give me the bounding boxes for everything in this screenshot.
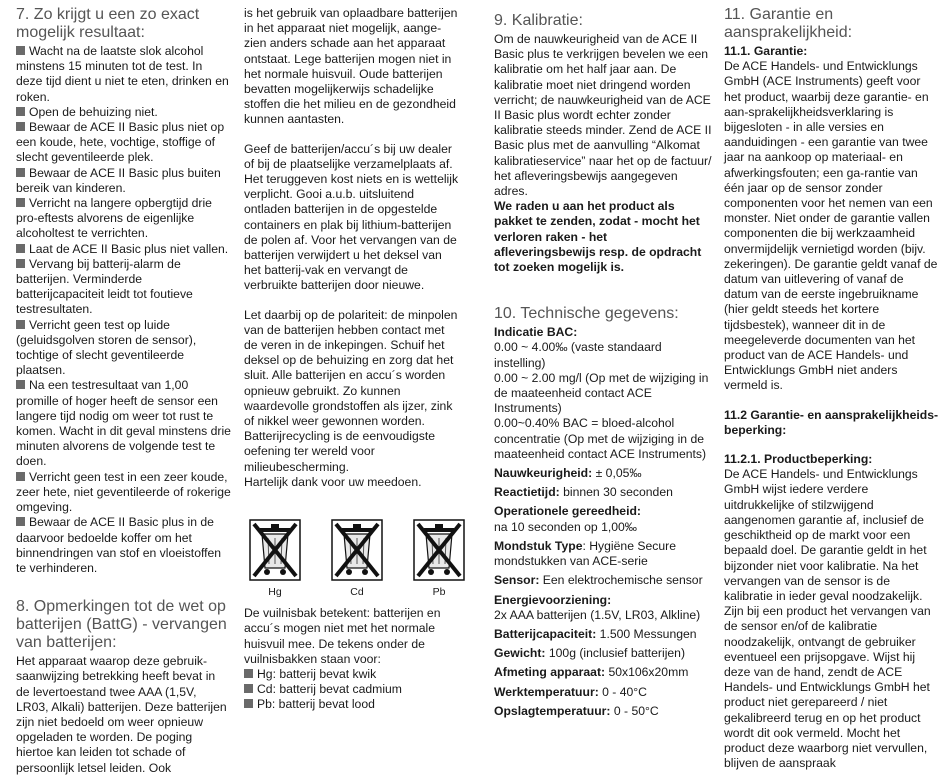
spec-label: Indicatie BAC: — [494, 325, 578, 340]
paragraph: Let daarbij op de polariteit: de minpolen van de batterijen hebben contact met de veren in de inkepingen. Schuif het deksel op de behuizing en zorg dat het sluit. Alle batterijen en accu´s worden opnieuw gebruikt. Zo kunnen waardevolle grondstoffen als ijzer, zink of nikkel weer gewonnen worden. Batterijrecycling is de eenvoudigste oefening ter wereld voor milieubescherming. — [244, 307, 458, 474]
spec-row: Nauwkeurigheid: ± 0,05‰ — [494, 466, 642, 481]
spec-row: Sensor: Een elektrochemische sensor — [494, 573, 703, 588]
bullet-square-icon — [16, 472, 25, 481]
paragraph-bold: We raden u aan het product als pakket te zenden, zodat - mocht het verloren raken - het afleveringsbewijs resp. de opdracht tot zoeken mogelijk is. — [494, 199, 702, 275]
spec-line: 0.00 ~ 2.00 mg/l (Op met de wijziging in de maateenheid contact ACE Instruments) — [494, 370, 709, 416]
bullet-square-icon — [16, 46, 25, 55]
legend-item: Pb: batterij bevat lood — [244, 697, 460, 712]
crossed-bin-icon — [410, 514, 468, 584]
column-2 — [244, 6, 460, 713]
legend-item: Cd: batterij bevat cadmium — [244, 682, 460, 697]
list-item: Open de behuizing niet. — [16, 105, 232, 120]
recycling-bin-symbols — [246, 514, 460, 598]
section-11-heading: 11. Garantie en aansprakelijkheid: — [724, 6, 853, 41]
column-4 — [724, 6, 940, 771]
paragraph: Geef de batterijen/accu´s bij uw dealer of bij de plaatselijke verzamelplaats af. Het teruggeven kost niets en is wettelijk verplicht. Gooi a.u.b. uitsluitend ontladen batterijen in de opgestelde containers en plak bij lithium-batterijen de polen af. Voor het vervangen van de batterijen verwijdert u het deksel van het batterij-vak en vervangt de verbruikte batterijen door nieuwe. — [244, 141, 459, 293]
spec-line: 0.00~0.40% BAC = bloed-alcohol concentratie (Op met de wijziging in de maateenheid contact ACE Instruments) — [494, 416, 707, 461]
list-item: Bewaar de ACE II Basic plus buiten bereik van kinderen. — [16, 165, 221, 195]
bullet-square-icon — [16, 320, 25, 329]
bullet-square-icon — [244, 684, 253, 693]
crossed-bin-icon — [328, 514, 386, 584]
bin-label: Cd — [350, 586, 364, 599]
spec-row: Afmeting apparaat: 50x106x20mm — [494, 665, 689, 680]
bullet-square-icon — [16, 168, 25, 177]
spec-row: Opslagtemperatuur: 0 - 50°C — [494, 703, 659, 718]
list-item: Verricht geen test in een zeer koude, zeer hete, niet geventileerde of rokerige omgeving. — [16, 469, 231, 515]
bullet-square-icon — [16, 198, 25, 207]
list-item: Verricht geen test op luide (geluidsgolven storen de sensor), tochtige of slecht geventileerde plaatsen. — [16, 317, 197, 378]
spec-row: Werktemperatuur: 0 - 40°C — [494, 684, 647, 699]
section-7-heading: 7. Zo krijgt u een zo exact mogelijk resultaat: — [16, 6, 200, 41]
bin-cd — [328, 514, 386, 598]
bullet-square-icon — [16, 259, 25, 268]
list-item: Wacht na de laatste slok alcohol minstens 15 minuten tot de test. In deze tijd dient u niet te eten, drinken en roken. — [16, 44, 229, 104]
list-item: Bewaar de ACE II Basic plus niet op een koude, hete, vochtige, stoffige of slecht geventileerde plek. — [16, 120, 225, 165]
paragraph: is het gebruik van oplaadbare batterijen in het apparaat niet mogelijk, aange-zien anders schade aan het apparaat ontstaat. Lege batterijen mogen niet in het normale huisvuil. Oude batterijen bevatten mogelijkerwijs schadelijke stoffen die het milieu en de gezondheid kunnen aantasten. — [244, 6, 458, 127]
bin-label: Pb — [432, 586, 446, 599]
paragraph: De ACE Handels- und Entwicklungs GmbH (ACE Instruments) geeft voor het product, waarbij deze garantie- en aan-sprakelijkheidsverklaring is bijgesloten - in alle versies en aanduidingen - een garantie van twee jaar na aankoop op materiaal- en afwerkingsfouten; een ga-rantie van één jaar op de sensor zonder componenten voor het nemen van een monster. Niet onder de garantie vallen componenten die bij werkzaamheid onvermijdelijk vernietigd worden (bijv. zekeringen). De garantie geldt vanaf de datum van uitlevering of vanaf de datum van de eerste ingebruikname (hier geldt steeds het kortere tijdsbestek), wanneer dit in de meegeleverde documenten van het product van de ACE Handels- und Entwicklungs GmbH niet anders vermeld is. — [724, 59, 938, 393]
bin-hg — [246, 514, 304, 598]
section-10-heading: 10. Technische gegevens: — [494, 305, 679, 323]
section-9-heading: 9. Kalibratie: — [494, 12, 583, 29]
spec-row: Mondstuk Type: Hygiëne Secure mondstukken van ACE-serie — [494, 538, 676, 569]
list-item: Bewaar de ACE II Basic plus in de daarvoor bedoelde koffer om het binnendringen van stof en vloeistoffen te verhinderen. — [16, 515, 222, 575]
legend-item: Hg: batterij bevat kwik — [244, 667, 460, 682]
bin-pb — [410, 514, 468, 598]
section-8-heading: 8. Opmerkingen tot de wet op batterijen (BattG) - vervangen van batterijen: — [16, 598, 227, 652]
list-item: Laat de ACE II Basic plus niet vallen. — [16, 242, 232, 257]
spec-row: Operationele gereedheid: na 10 seconden op 1,00‰ — [494, 504, 641, 534]
spec-row: Gewicht: 100g (inclusief batterijen) — [494, 646, 686, 661]
spec-row: Energievoorziening: 2x AAA batterijen (1.5V, LR03, Alkline) — [494, 592, 701, 622]
list-item: Verricht na langere opbergtijd drie pro-eftests alvorens de eigenlijke alcoholtest te verrichten. — [16, 196, 212, 241]
bullet-square-icon — [244, 699, 253, 708]
paragraph: De vuilnisbak betekent: batterijen en accu´s mogen niet met het normale huisvuil mee. De tekens onder de vuilnisbakken staan voor: — [244, 606, 441, 666]
paragraph: De ACE Handels- und Entwicklungs GmbH wijst iedere verdere uitdrukkelijke of stilzwijgend aangenomen garantie af, inclusief de geschiktheid op de markt voor een bepaald doel. De garantie geldt in het bijzonder niet voor kalibratie. Na het vervangen van de sensor is de kalibratie in ieder geval noodzakelijk. Zijn bij een product het vervangen van de sensor en/of de kalibratie noodzakelijk, ontvangt de gebruiker eventueel een prijsopgave. Wijst hij deze van de hand, zendt de ACE Handels- und Entwicklungs GmbH het product niet gerepareerd / niet gekalibreerd terug en op het product wordt dit ook vermeld. Mocht het product deze waarborg niet vervullen, blijven de aanspraak — [724, 467, 931, 771]
bullet-square-icon — [16, 107, 25, 116]
subheading: 11.2 Garantie- en aansprakelijkheids-beperking: — [724, 407, 939, 437]
crossed-bin-icon — [246, 514, 304, 584]
bullet-square-icon — [16, 517, 25, 526]
paragraph: Hartelijk dank voor uw meedoen. — [244, 474, 422, 489]
spec-row: Batterijcapaciteit: 1.500 Messungen — [494, 626, 697, 641]
list-item: Vervang bij batterij-alarm de batterijen. Verminderde batterijcapaciteit leidt tot foutieve testresultaten. — [16, 256, 193, 317]
bullet-square-icon — [16, 380, 25, 389]
list-item: Na een testresultaat van 1,00 promille of hoger heeft de sensor een langere tijd nodig om weer tot rust te komen. Wacht in dit geval minstens drie minuten alvorens de volgende test te doen. — [16, 378, 231, 469]
paragraph: Om de nauwkeurigheid van de ACE II Basic plus te verkrijgen bevelen we een kalibratie om het half jaar aan. De kalibratie moet niet dringend worden verricht; de nauwkeurigheid van de ACE II Basic plus wordt echter zonder kalibratie steeds minder. Zend de ACE II Basic plus met de aanvulling “Alkomat kalibratieservice” naar het op de factuur/ het afleveringsbewijs aangegeven adres. — [494, 32, 712, 199]
section-7-list — [16, 44, 232, 576]
column-1 — [16, 6, 232, 776]
bullet-square-icon — [16, 244, 25, 253]
column-3 — [494, 6, 712, 719]
section-8-text: Het apparaat waarop deze gebruik-saanwijzing betrekking heeft bevat in de levertoestand twee AAA (1,5V, LR03, Alkali) batterijen. Deze batterijen zijn niet bedoeld om weer opnieuw opgeladen te worden. De poging hiertoe kan leiden tot schade of persoonlijk letsel leiden. Ook — [16, 654, 227, 775]
bullet-square-icon — [16, 122, 25, 131]
spec-line: 0.00 ~ 4.00‰ (vaste standaard instelling) — [494, 340, 662, 370]
subheading: 11.2.1. Productbeperking: — [724, 452, 873, 467]
bin-label: Hg — [268, 586, 282, 599]
bullet-square-icon — [244, 669, 253, 678]
spec-row: Reactietijd: binnen 30 seconden — [494, 485, 673, 500]
subheading: 11.1. Garantie: — [724, 44, 808, 58]
